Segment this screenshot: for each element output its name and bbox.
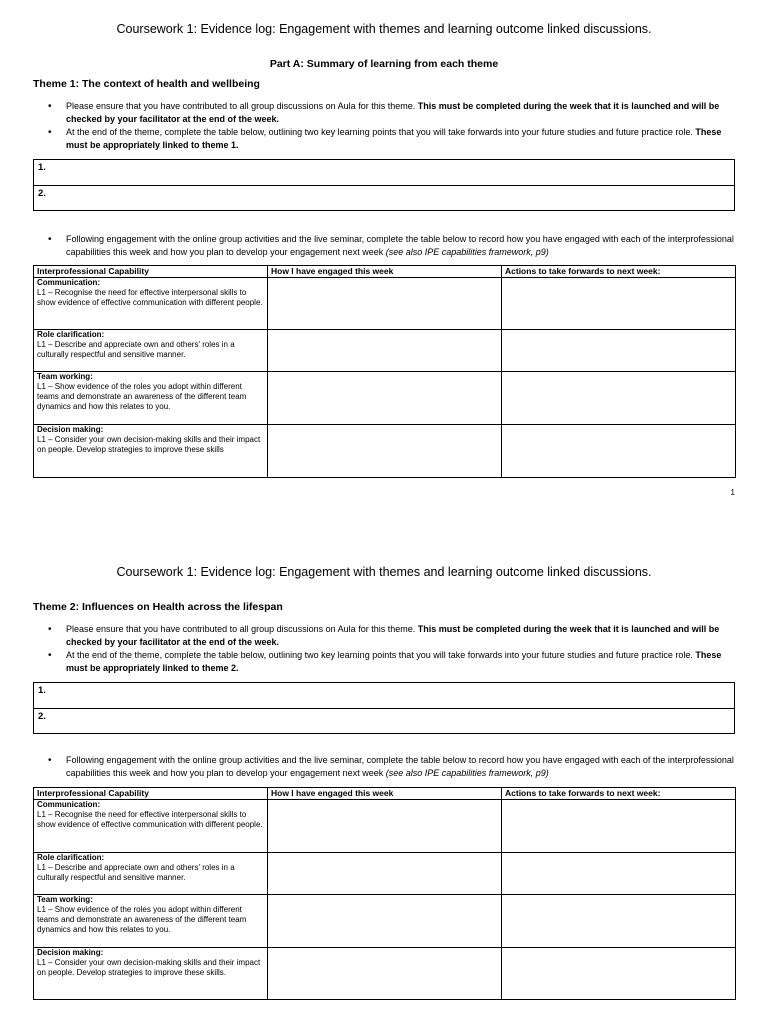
capability-desc: L1 – Show evidence of the roles you adopt within different teams and demonstrate an awareness of the different team dynamics and how this relates to you.	[37, 382, 247, 411]
capability-name: Decision making:	[37, 948, 104, 957]
page1-bullet1-bold: This must be completed during the week that it is launched and will be checked by your facilitator at the end of the week.	[66, 101, 720, 124]
page1-bullet-learning-points	[48, 126, 742, 152]
page1-engaged-cell-role[interactable]	[268, 330, 502, 372]
page1-learning-point-2[interactable]: 2.	[34, 185, 734, 210]
page2-capability-communication	[34, 800, 268, 853]
page1-bullet-contribute	[48, 100, 742, 126]
page2-bullet2-bold: These must be appropriately linked to theme 2.	[66, 650, 722, 673]
page2-capability-role	[34, 853, 268, 895]
page2-engaged-cell-communication[interactable]	[268, 800, 502, 853]
page1-header-capability: Interprofessional Capability	[34, 266, 268, 278]
page2-bullet1-text: Please ensure that you have contributed to all group discussions on Aula for this theme.	[66, 624, 418, 634]
table-row	[34, 948, 736, 1000]
page-number: 1	[730, 488, 735, 497]
capability-desc: L1 – Show evidence of the roles you adopt within different teams and demonstrate an awareness of the different team dynamics and how this relates to you.	[37, 905, 247, 934]
page2-bullet3-italic: (see also IPE capabilities framework, p9)	[385, 768, 549, 778]
page1-capability-communication	[34, 278, 268, 330]
page1-engaged-cell-communication[interactable]	[268, 278, 502, 330]
capability-name: Communication:	[37, 800, 101, 809]
capability-name: Role clarification:	[37, 853, 105, 862]
page2-table-header-row	[34, 788, 736, 800]
page1-engaged-cell-decision[interactable]	[268, 425, 502, 478]
page2-bullet1-bold: This must be completed during the week that it is launched and will be checked by your facilitator at the end of the week.	[66, 624, 720, 647]
table-row	[34, 425, 736, 478]
page1-theme-heading: Theme 1: The context of health and wellbeing	[33, 78, 260, 90]
capability-desc: L1 – Consider your own decision-making skills and their impact on people. Develop strategies to improve these skills	[37, 435, 261, 454]
page2-header-capability: Interprofessional Capability	[34, 788, 268, 800]
page1-engagement-instructions	[48, 233, 742, 259]
page2-bullet-contribute	[48, 623, 742, 649]
page1-learning-point-1[interactable]: 1.	[38, 162, 46, 173]
capability-desc: L1 – Describe and appreciate own and others' roles in a culturally respectful and sensitive manner.	[37, 863, 235, 882]
capability-name: Team working:	[37, 895, 93, 904]
table-row	[34, 372, 736, 425]
page2-capability-team	[34, 895, 268, 948]
table-row	[34, 330, 736, 372]
page2-capability-table	[33, 787, 736, 1000]
page1-part-a-heading: Part A: Summary of learning from each theme	[269, 58, 499, 70]
page1-capability-role	[34, 330, 268, 372]
page2-capability-decision	[34, 948, 268, 1000]
page1-actions-cell-team[interactable]	[502, 372, 736, 425]
page2-title: Coursework 1: Evidence log: Engagement with themes and learning outcome linked discussions.	[116, 565, 652, 579]
page2-learning-point-1[interactable]: 1.	[38, 685, 46, 696]
page1-engaged-cell-team[interactable]	[268, 372, 502, 425]
page2-engaged-cell-decision[interactable]	[268, 948, 502, 1000]
capability-name: Decision making:	[37, 425, 104, 434]
page2-learning-point-2[interactable]: 2.	[34, 708, 734, 733]
page2-actions-cell-decision[interactable]	[502, 948, 736, 1000]
capability-name: Communication:	[37, 278, 101, 287]
table-row	[34, 853, 736, 895]
capability-desc: L1 – Recognise the need for effective interpersonal skills to show evidence of effective communication with different people.	[37, 810, 263, 829]
page1-capability-team	[34, 372, 268, 425]
page2-engaged-cell-team[interactable]	[268, 895, 502, 948]
table-row	[34, 278, 736, 330]
page2-bullet-learning-points	[48, 649, 742, 675]
page2-bullet-engagement	[48, 754, 742, 780]
page1-actions-cell-communication[interactable]	[502, 278, 736, 330]
page2-engagement-instructions	[48, 754, 742, 780]
page1-capability-table	[33, 265, 736, 478]
page1-title: Coursework 1: Evidence log: Engagement with themes and learning outcome linked discussions.	[116, 22, 652, 36]
page2-actions-cell-communication[interactable]	[502, 800, 736, 853]
page1-header-actions: Actions to take forwards to next week:	[502, 266, 736, 278]
page1-bullet1-text: Please ensure that you have contributed to all group discussions on Aula for this theme.	[66, 101, 418, 111]
page1-header-engaged: How I have engaged this week	[268, 266, 502, 278]
page1-bullet2-bold: These must be appropriately linked to theme 1.	[66, 127, 722, 150]
table-row	[34, 800, 736, 853]
page2-header-engaged: How I have engaged this week	[268, 788, 502, 800]
page2-theme-heading: Theme 2: Influences on Health across the lifespan	[33, 601, 283, 613]
page1-bullet3-italic: (see also IPE capabilities framework, p9)	[385, 247, 549, 257]
page2-bullet2-text: At the end of the theme, complete the table below, outlining two key learning points that you will take forwards into your future studies and future practice role.	[66, 650, 696, 660]
page2-learning-points-box	[33, 682, 735, 734]
page1-learning-points-box	[33, 159, 735, 211]
page2-instructions-list	[48, 623, 742, 675]
capability-name: Role clarification:	[37, 330, 105, 339]
page2-actions-cell-team[interactable]	[502, 895, 736, 948]
page1-instructions-list	[48, 100, 742, 152]
page1-actions-cell-role[interactable]	[502, 330, 736, 372]
capability-desc: L1 – Describe and appreciate own and others' roles in a culturally respectful and sensitive manner.	[37, 340, 235, 359]
page2-header-actions: Actions to take forwards to next week:	[502, 788, 736, 800]
table-row	[34, 895, 736, 948]
capability-name: Team working:	[37, 372, 93, 381]
capability-desc: L1 – Recognise the need for effective interpersonal skills to show evidence of effective communication with different people.	[37, 288, 263, 307]
capability-desc: L1 – Consider your own decision-making skills and their impact on people. Develop strategies to improve these skills.	[37, 958, 261, 977]
page2-engaged-cell-role[interactable]	[268, 853, 502, 895]
page1-table-header-row	[34, 266, 736, 278]
page1-bullet-engagement	[48, 233, 742, 259]
page1-capability-decision	[34, 425, 268, 478]
page1-bullet2-text: At the end of the theme, complete the table below, outlining two key learning points that you will take forwards into your future studies and future practice role.	[66, 127, 696, 137]
page2-bullet3-text: Following engagement with the online group activities and the live seminar, complete the table below to record how you have engaged with each of the interprofessional capabilities this week and how you plan to develop your engagement next week	[66, 755, 734, 778]
page1-actions-cell-decision[interactable]	[502, 425, 736, 478]
page1-bullet3-text: Following engagement with the online group activities and the live seminar, complete the table below to record how you have engaged with each of the interprofessional capabilities this week and how you plan to develop your engagement next week	[66, 234, 734, 257]
page2-actions-cell-role[interactable]	[502, 853, 736, 895]
